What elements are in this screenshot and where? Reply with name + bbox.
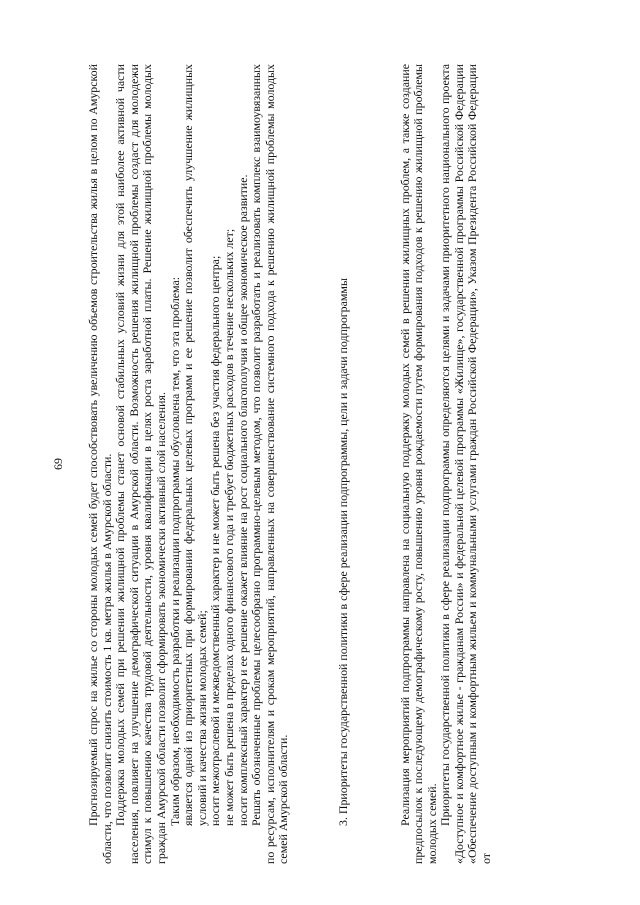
body-text-bottom (399, 64, 494, 864)
list-item: является одной из приоритетных при формировании федеральных целевых программ и ее решение позволит обеспечить улучшение жилищных условий и качества жизни молодых семей; (181, 64, 209, 826)
list-item: носит межотраслевой и межведомственный характер и не может быть решена без участия федерального центра; (208, 255, 223, 826)
page-number: 69 (51, 458, 65, 470)
section-title: 3. Приоритеты государственной политики в сфере реализации подпрограммы, цели и задачи подпрограммы (335, 278, 350, 826)
list-item: носит комплексный характер и ее решение окажет влияние на рост социального благополучия и общее экономическое развитие. (235, 174, 250, 826)
paragraph: Таким образом, необходимость разработки и реализации подпрограммы обусловлена тем, что эта проблема: (167, 276, 182, 826)
paragraph: Реализация мероприятий подпрограммы направлена на социальную поддержку молодых семей в решении жилищных проблем, а также создание предпосылок к последующему демографическому росту, повышению уровня рождаемости путем формирования подходов к решению жилищной проблемы молодых семей. (397, 64, 439, 864)
paragraph: Прогнозируемый спрос на жилье со стороны молодых семей будет способствовать увеличению объемов строительства жилья в целом по Амурской области, что позволит снизить стоимость 1 кв. метра жилья в Амурской области. (86, 64, 114, 864)
paragraph: Приоритеты государственной политики в сфере реализации подпрограммы определяются целями и задачами приоритетного национального проекта «Доступное и комфортное жилье - гражданам России» и федеральной целевой программы «Жилище», государственной программы Российской Федерации «Обеспечение доступным и комфортным жильем и коммунальными услугами граждан Российской Федерации», Указом Президента Российской Федерации от (438, 64, 494, 864)
page-content (52, 64, 612, 864)
body-text-top (87, 64, 291, 864)
paragraph: Поддержка молодых семей при решении жилищной проблемы станет основой стабильных условий жизни для этой наиболее активной части населения, повлияет на улучшение демографической ситуации в Амурской области. Возможность решения жилищной проблемы создаст для молодежи стимул к повышению качества трудовой деятельности, уровня квалификации в целях роста заработной платы. Решение жилищной проблемы молодых граждан Амурской области позволит сформировать экономически активный слой населения. (113, 64, 168, 864)
paragraph: Решать обозначенные проблемы целесообразно программно-целевым методом, что позволит разработать и реализовать комплекс взаимоувязанных по ресурсам, исполнителям и срокам мероприятий, направленных на совершенствование системного подхода к решению жилищной проблемы молодых семей Амурской области. (249, 64, 291, 864)
list-item: не может быть решена в пределах одного финансового года и требует бюджетных расходов в течение нескольких лет; (221, 228, 236, 826)
